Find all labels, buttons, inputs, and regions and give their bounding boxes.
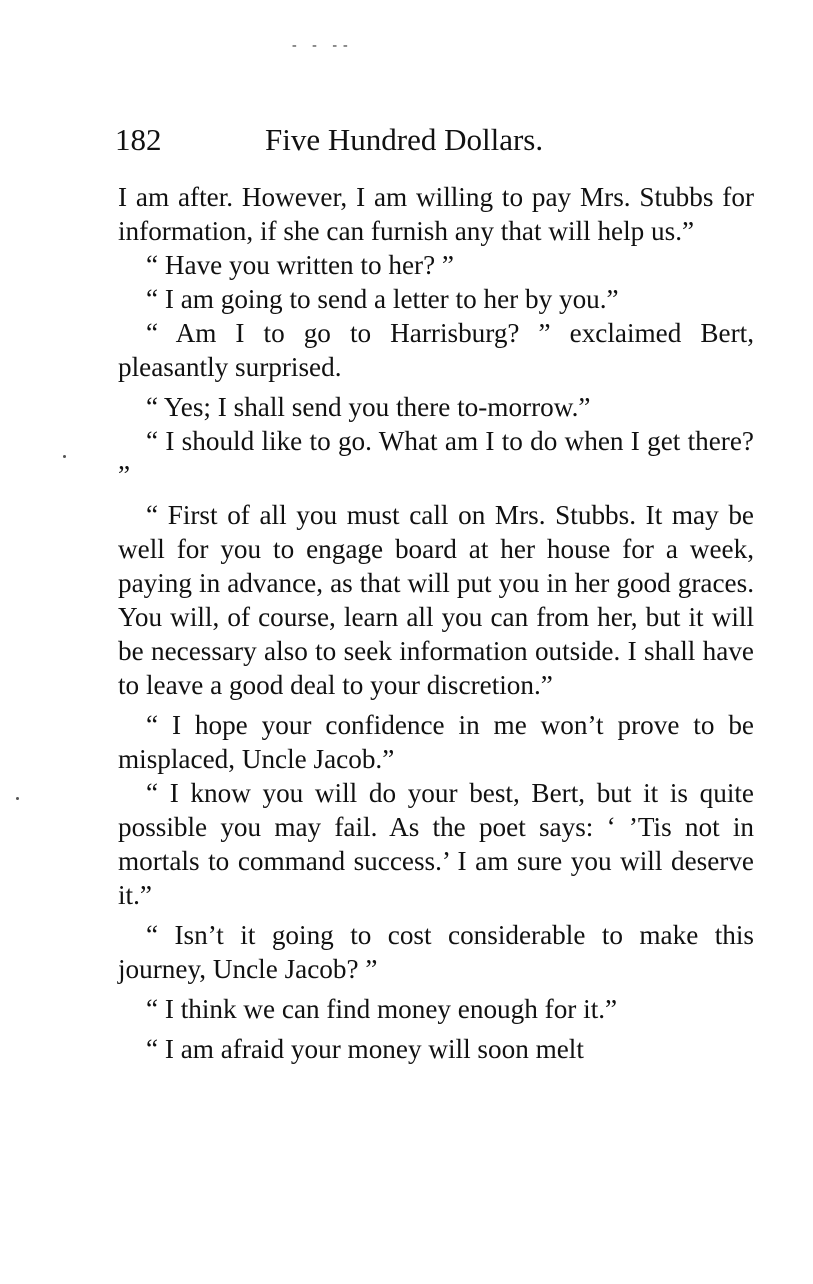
paragraph-3: “ I am going to send a letter to her by you.” [146, 284, 619, 314]
top-printer-marks: - - -- [292, 38, 354, 53]
book-title: Five Hundred Dollars. [265, 122, 544, 157]
running-head [115, 122, 755, 166]
stray-ink-dot [63, 455, 66, 458]
paragraph-5: “ Yes; I shall send you there to-morrow.” [146, 392, 591, 422]
paragraph-6: “ I should like to go. What am I to do when I get there? ” [118, 426, 754, 490]
paragraph-8: “ I hope your confidence in me won’t prove to be misplaced, Uncle Jacob.” [118, 710, 754, 774]
paragraph-1: I am after. However, I am willing to pay Mrs. Stubbs for information, if she can furnish any that will help us.” [118, 182, 754, 246]
paragraph-11: “ I think we can find money enough for it.” [146, 994, 618, 1024]
paragraph-9: “ I know you will do your best, Bert, but it is quite possible you may fail. As the poet says: ‘ ’Tis not in mortals to command success.’ I am sure you will deserve it.” [118, 778, 754, 910]
paragraph-2: “ Have you written to her? ” [146, 250, 454, 280]
paragraph-4: “ Am I to go to Harrisburg? ” exclaimed Bert, pleasantly surprised. [118, 318, 754, 382]
paragraph-10: “ Isn’t it going to cost considerable to make this journey, Uncle Jacob? ” [118, 920, 754, 984]
body-text [118, 180, 754, 1066]
paragraph-7: “ First of all you must call on Mrs. Stubbs. It may be well for you to engage board at her house for a week, paying in advance, as that will put you in her good graces. You will, of course, learn all you can from her, but it will be necessary also to seek information outside. I shall have to leave a good deal to your discretion.” [118, 500, 754, 700]
page-number: 182 [115, 122, 162, 157]
stray-ink-dot [16, 797, 19, 800]
paragraph-12: “ I am afraid your money will soon melt [146, 1034, 584, 1064]
